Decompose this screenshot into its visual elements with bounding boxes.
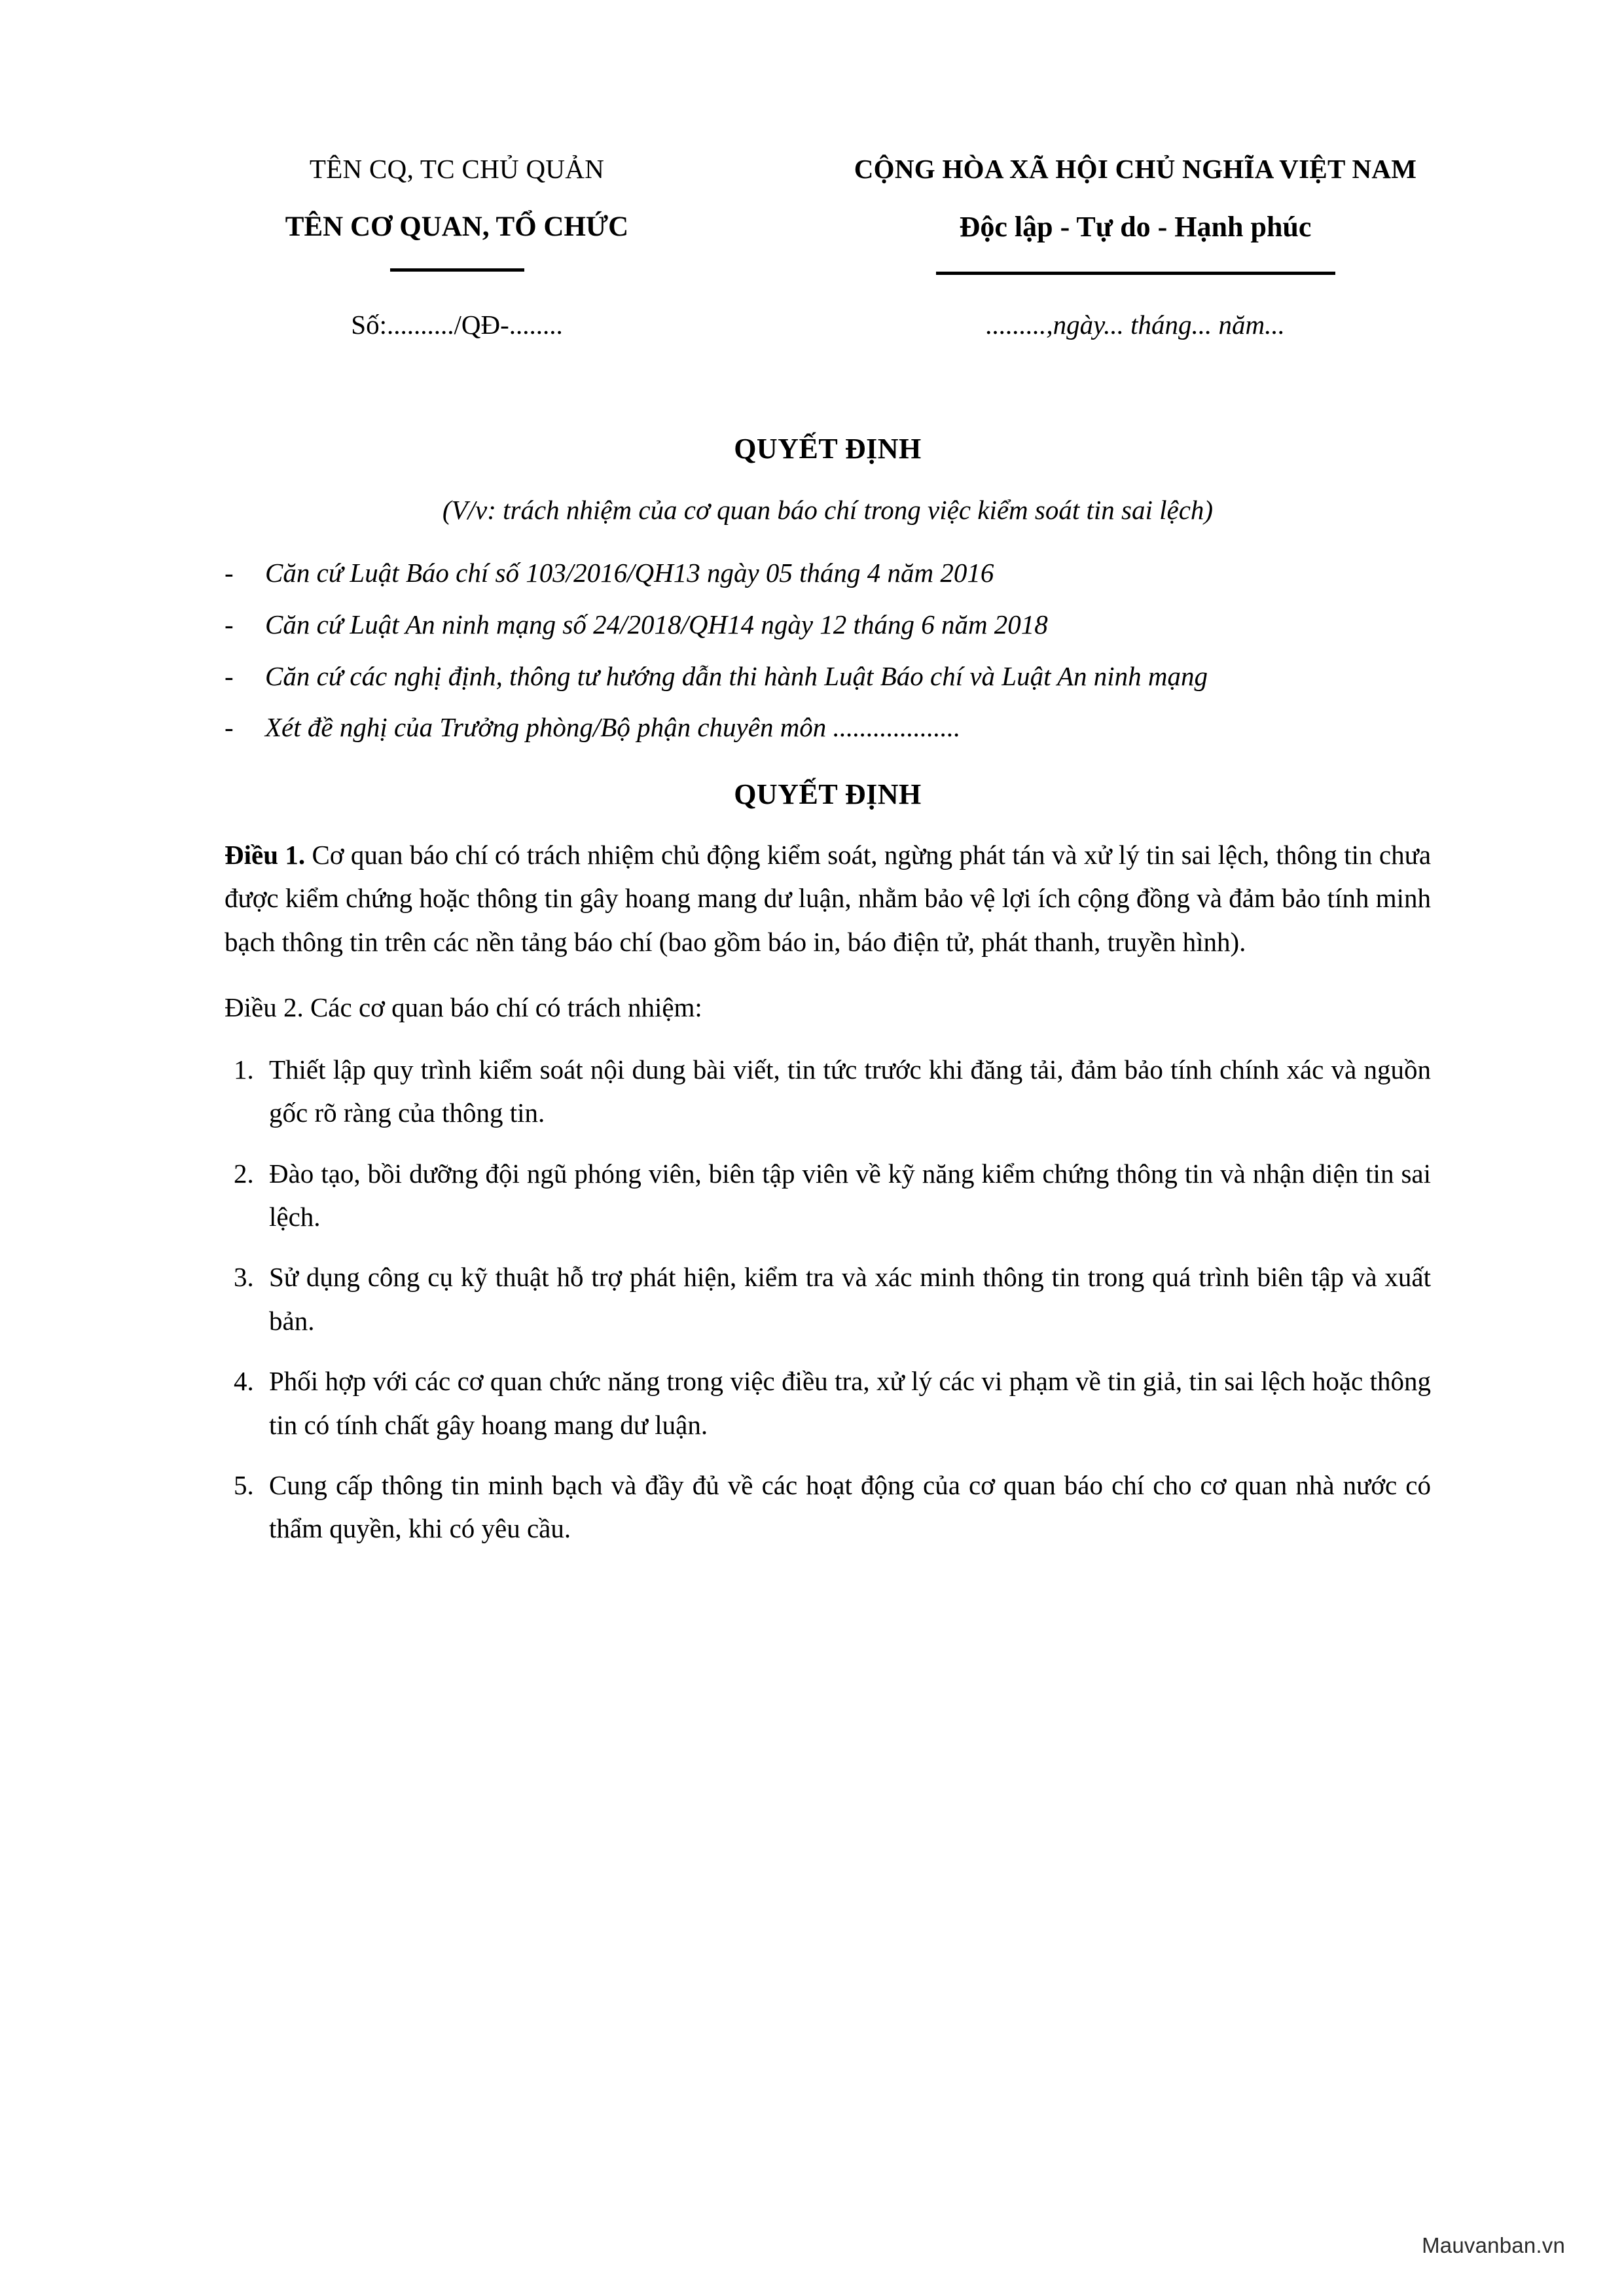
legal-basis-text: Căn cứ các nghị định, thông tư hướng dẫn thi hành Luật Báo chí và Luật An ninh mạng xyxy=(265,660,1208,691)
legal-basis-text: Căn cứ Luật An ninh mạng số 24/2018/QH14 ngày 12 tháng 6 năm 2018 xyxy=(265,609,1048,639)
list-item-text: Thiết lập quy trình kiểm soát nội dung bài viết, tin tức trước khi đăng tải, đảm bảo tính chính xác và nguồn gốc rõ ràng của thông tin. xyxy=(269,1054,1431,1128)
page-subtitle: (V/v: trách nhiệm của cơ quan báo chí trong việc kiểm soát tin sai lệch) xyxy=(442,495,1214,525)
list-item xyxy=(225,1255,1431,1342)
dash-marker: - xyxy=(225,660,234,691)
article-1-label: Điều 1. xyxy=(225,840,306,870)
list-item-number: 2. xyxy=(234,1158,254,1189)
document-meta-row xyxy=(0,309,1624,340)
list-item xyxy=(225,655,1431,698)
organization-name: TÊN CƠ QUAN, TỔ CHỨC xyxy=(285,211,629,242)
parent-authority-name: TÊN CQ, TC CHỦ QUẢN xyxy=(309,154,605,184)
list-item-number: 1. xyxy=(234,1054,254,1085)
article-1-text: Cơ quan báo chí có trách nhiệm chủ động kiểm soát, ngừng phát tán và xử lý tin sai lệch, thông tin chưa được kiểm chứng hoặc thông tin gây hoang mang dư luận, nhằm bảo vệ lợi ích cộng đồng và đảm bảo tính minh bạch thông tin trên các nền tảng báo chí (bao gồm báo in, báo điện tử, phát thanh, truyền hình). xyxy=(225,840,1432,957)
list-item-number: 3. xyxy=(234,1262,254,1293)
article-2-text: Các cơ quan báo chí có trách nhiệm: xyxy=(303,992,702,1023)
list-item-text: Sử dụng công cụ kỹ thuật hỗ trợ phát hiện, kiểm tra và xác minh thông tin trong quá trình biên tập và xuất bản. xyxy=(269,1262,1431,1336)
list-item xyxy=(225,1463,1431,1551)
list-item-number: 4. xyxy=(234,1366,254,1397)
header-right-divider xyxy=(936,272,1335,275)
article-1 xyxy=(225,833,1431,963)
document-body xyxy=(225,432,1431,1551)
legal-basis-list xyxy=(225,552,1431,749)
site-watermark: Mauvanban.vn xyxy=(1422,2233,1565,2257)
legal-basis-text: Xét đề nghị của Trưởng phòng/Bộ phận chuyên môn ................... xyxy=(265,712,961,743)
page-title: QUYẾT ĐỊNH xyxy=(734,433,922,465)
header-issuing-authority-block xyxy=(169,156,745,272)
list-item-text: Cung cấp thông tin minh bạch và đầy đủ về các hoạt động của cơ quan báo chí cho cơ quan nhà nước có thẩm quyền, khi có yêu cầu. xyxy=(269,1469,1431,1544)
country-name: CỘNG HÒA XÃ HỘI CHỦ NGHĨA VIỆT NAM xyxy=(854,154,1417,184)
list-item-number: 5. xyxy=(234,1469,254,1500)
header-left-divider xyxy=(390,268,524,272)
decision-heading: QUYẾT ĐỊNH xyxy=(734,778,922,811)
list-item xyxy=(225,1048,1431,1135)
list-item xyxy=(225,1152,1431,1239)
duties-list xyxy=(225,1048,1431,1551)
dash-marker: - xyxy=(225,712,234,743)
list-item xyxy=(225,1359,1431,1446)
list-item xyxy=(225,603,1431,646)
article-2 xyxy=(225,986,1431,1029)
national-motto: Độc lập - Tự do - Hạnh phúc xyxy=(959,211,1312,243)
article-2-label: Điều 2. xyxy=(225,992,304,1023)
document-number: Số:........../QĐ-........ xyxy=(351,310,563,340)
list-item xyxy=(225,552,1431,594)
dash-marker: - xyxy=(225,609,234,639)
legal-basis-text: Căn cứ Luật Báo chí số 103/2016/QH13 ngày 05 tháng 4 năm 2016 xyxy=(265,558,994,588)
document-date: .........,ngày... tháng... năm... xyxy=(986,310,1285,340)
list-item-text: Đào tạo, bồi dưỡng đội ngũ phóng viên, biên tập viên về kỹ năng kiểm chứng thông tin và nhận diện tin sai lệch. xyxy=(269,1158,1431,1232)
list-item-text: Phối hợp với các cơ quan chức năng trong việc điều tra, xử lý các vi phạm về tin giả, tin sai lệch hoặc thông tin có tính chất gây hoang mang dư luận. xyxy=(269,1366,1431,1440)
dash-marker: - xyxy=(225,558,234,588)
header-national-motto-block xyxy=(745,156,1624,275)
document-header xyxy=(0,0,1624,275)
list-item xyxy=(225,706,1431,749)
